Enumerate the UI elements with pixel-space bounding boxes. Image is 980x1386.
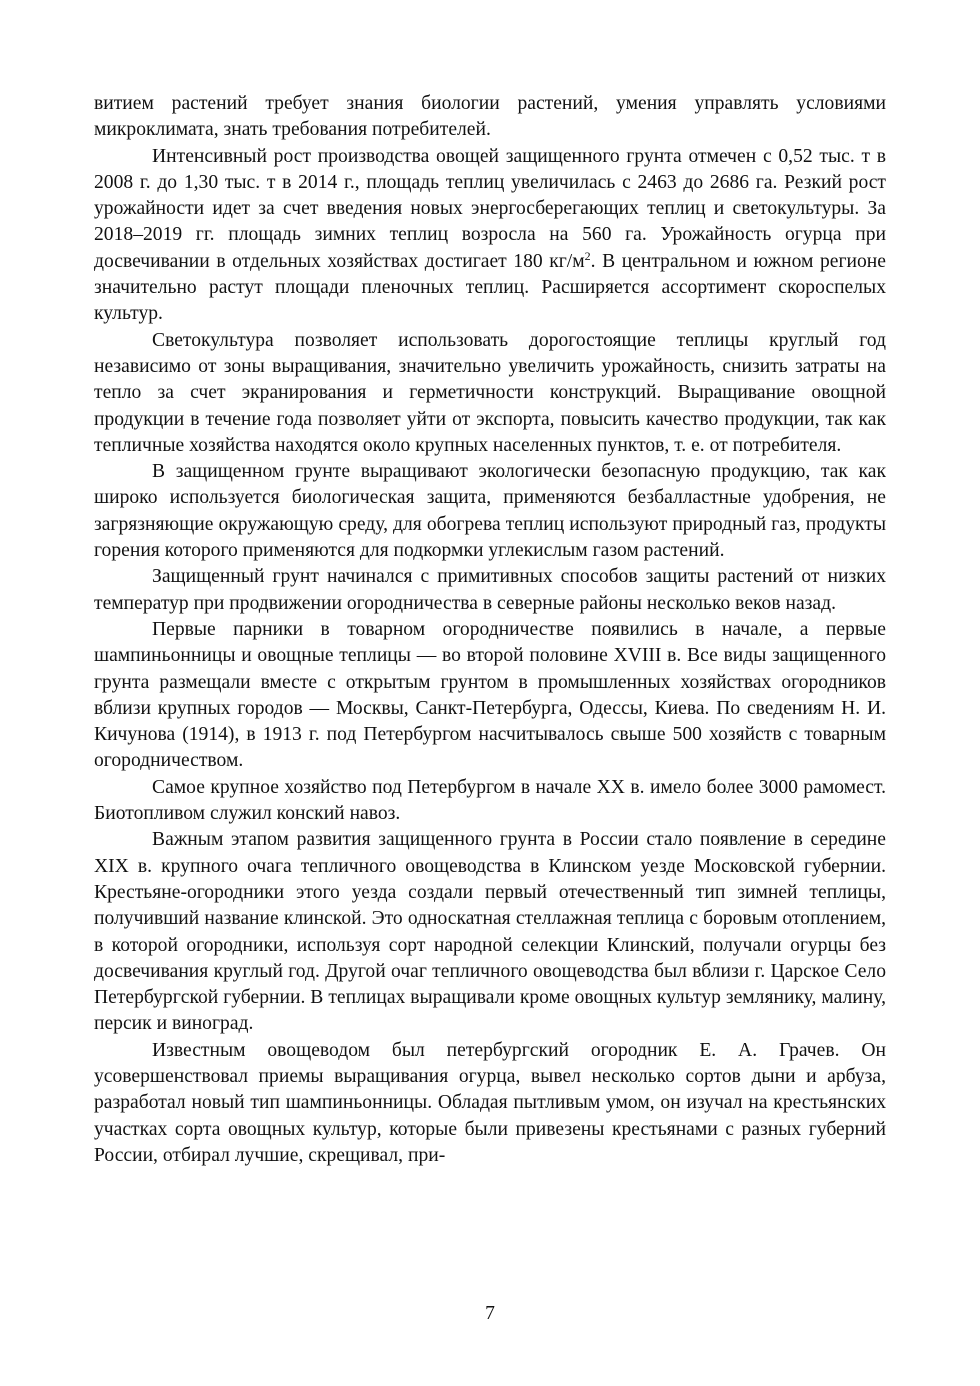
paragraph-klin-greenhouses: Важным этапом развития защищенного грунта в России стало появление в середине XIX в. крупного очага тепличного овощеводства в Клинском уезде Московской губернии. Крестьяне-огородники этого уезда создали первый отечественный тип зимней теплицы, получивший название клинской. Это односкатная стеллажная теплица с боровым отоплением, в которой огородники, используя сорт народной селекции Клинский, получали огурцы без досвечивания круглый год. Другой очаг тепличного овощеводства был вблизи г. Царское Село Петербургской губернии. В теплицах выращивали кроме овощных культур землянику, малину, персик и виноград.: [94, 829, 886, 1035]
paragraph-grachev: Известным овощеводом был петербургский огородник Е. А. Грачев. Он усовершенствовал приемы выращивания огурца, вывел несколько сортов дыни и арбуза, разработал новый тип шампиньонницы. Обладая пытливым умом, он изучал на крестьянских участках сорта овощных культур, которые были привезены крестьянами с разных губерний России, отбирал лучшие, скрещивал, при-: [94, 1039, 886, 1166]
paragraph-light-culture: Светокультура позволяет использовать дорогостоящие теплицы круглый год независимо от зоны выращивания, значительно увеличить урожайность, снизить затраты на тепло за счет экранирования и герметичности конструкций. Выращивание овощной продукции в течение года позволяет уйти от экспорта, повысить качество продукции, так как тепличные хозяйства находятся около крупных населенных пунктов, т. е. от потребителя.: [94, 329, 886, 456]
paragraph-production-growth: [94, 144, 886, 328]
paragraph-origins: Защищенный грунт начинался с примитивных способов защиты растений от низких температур при продвижении огородничества в северные районы несколько веков назад.: [94, 566, 886, 614]
paragraph-first-hotbeds: Первые парники в товарном огородничестве появились в начале, а первые шампиньонницы и овощные теплицы — во второй половине XVIII в. Все виды защищенного грунта размещали вместе с открытым грунтом в промышленных хозяйствах огородников вблизи крупных городов — Москвы, Санкт-Петербурга, Одессы, Киева. По сведениям Н. И. Кичунова (1914), в 1913 г. под Петербургом насчитывалось свыше 500 хозяйств с товарным огородничеством.: [94, 618, 886, 772]
superscript-two: 2: [584, 248, 591, 263]
page-number: 7: [485, 1303, 495, 1324]
page-body: [94, 91, 886, 1169]
paragraph-text-part: . В центральном и южном регионе значительно растут площади пленочных теплиц. Расширяется ассортимент скороспелых культур.: [94, 250, 886, 325]
paragraph-ecology: В защищенном грунте выращивают экологически безопасную продукцию, так как широко используется биологическая защита, применяются безбалластные удобрения, не загрязняющие окружающую среду, для обогрева теплиц используют природный газ, продукты горения которого применяются для подкормки углекислым газом растений.: [94, 461, 886, 562]
paragraph-continuation: витием растений требует знания биологии растений, умения управлять условиями микроклимата, знать требования потребителей.: [94, 93, 886, 141]
paragraph-text-part: Интенсивный рост производства овощей защищенного грунта отмечен с 0,52 тыс. т в 2008 г. до 1,30 тыс. т в 2014 г., площадь теплиц увеличилась с 2463 до 2686 га. Резкий рост урожайности идет за счет введения новых энергосберегающих теплиц и светокультуры. За 2018–2019 гг. площадь зимних теплиц возросла на 560 га. Урожайность огурца при досвечивании в отдельных хозяйствах достигает 180 кг/м: [94, 145, 886, 272]
paragraph-largest-farm: Самое крупное хозяйство под Петербургом в начале XX в. имело более 3000 рамомест. Биотопливом служил конский навоз.: [94, 776, 886, 825]
